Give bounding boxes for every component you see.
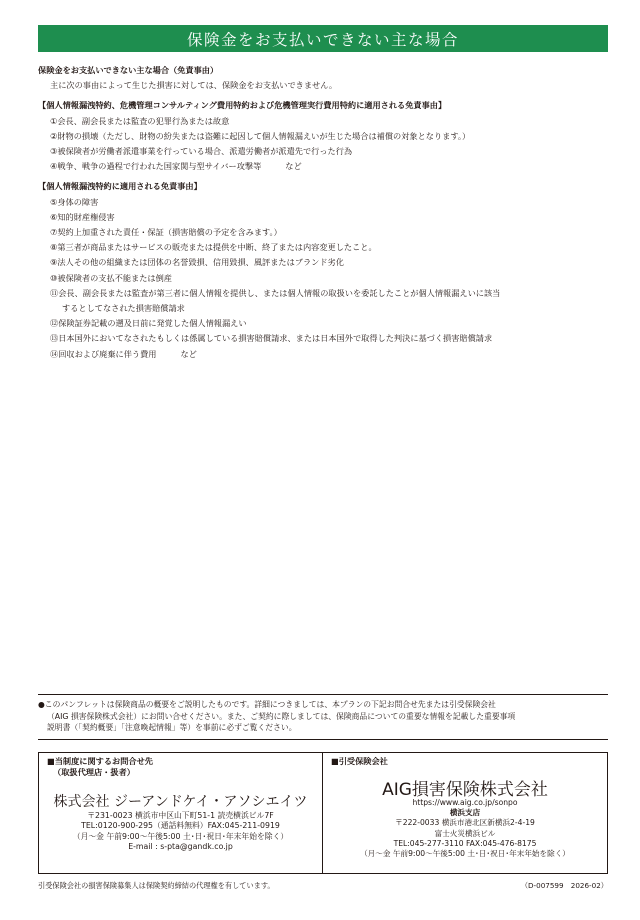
notice-line: 説明書（「契約概要」「注意喚起情報」等）を事前に必ずご覧ください。 bbox=[47, 723, 297, 732]
list-item: ⑦契約上加重された責任・保証（損害賠償の予定を含みます。） bbox=[50, 227, 282, 238]
agency-hours: （月〜金 午前9:00〜午後5:00 土･日･祝日･年末年始を除く） bbox=[72, 831, 289, 841]
insurer-heading: ■引受保険会社 bbox=[331, 756, 388, 766]
list-item-continuation: するとしてなされた損害賠償請求 bbox=[62, 303, 185, 314]
exclusions-section bbox=[38, 63, 610, 362]
list-item: ⑨法人その他の組織または団体の名誉毀損、信用毀損、風評またはブランド劣化 bbox=[50, 257, 344, 268]
list-item-text: ⑭回収および廃棄に伴う費用 bbox=[50, 348, 157, 359]
list-item: ①会長、副会長または監査の犯罪行為または故意 bbox=[50, 115, 230, 126]
agency-name: 株式会社 ジーアンドケイ・アソシエイツ bbox=[53, 794, 308, 810]
list-item bbox=[38, 159, 610, 174]
notice-divider-bottom bbox=[38, 739, 608, 740]
list-item-text: ④戦争、戦争の過程で行われた国家関与型サイバー攻撃等 bbox=[50, 161, 262, 172]
list-item: ③被保険者が労働者派遣事業を行っている場合、派遣労働者が派遣先で行った行為 bbox=[50, 146, 353, 157]
contact-box bbox=[38, 752, 608, 874]
insurer-contact bbox=[323, 753, 607, 873]
list-item: ⑥知的財産権侵害 bbox=[50, 211, 115, 222]
insurer-phone: TEL:045-277-3110 FAX:045-476-8175 bbox=[393, 838, 537, 848]
agency-contact bbox=[39, 753, 323, 873]
footer-note: 引受保険会社の損害保険募集人は保険契約締結の代理権を有しています。 bbox=[38, 881, 275, 890]
banner-title: 保険金をお支払いできない主な場合 bbox=[186, 30, 459, 49]
list-item bbox=[38, 347, 610, 362]
agency-email[interactable]: E-mail : s-pta@gandk.co.jp bbox=[128, 842, 233, 852]
notice-line: ●このパンフレットは保険商品の概要をご説明したものです。詳細につきましては、本プランの下記お問合せ先または引受保険会社 bbox=[38, 700, 496, 709]
insurer-details bbox=[323, 798, 607, 859]
insurer-branch: 横浜支店 bbox=[449, 808, 481, 818]
notice-text bbox=[38, 699, 610, 734]
insurer-url[interactable]: https://www.aig.co.jp/sonpo bbox=[412, 798, 518, 807]
insurer-building: 富士火災横浜ビル bbox=[434, 828, 496, 838]
notice-divider-top bbox=[38, 694, 608, 695]
list-item: ⑫保険証券記載の遡及日前に発覚した個人情報漏えい bbox=[50, 318, 247, 329]
insurer-hours: （月〜金 午前9:00〜午後5:00 土･日･祝日･年末年始を除く） bbox=[360, 849, 570, 859]
agency-subheading: （取扱代理店・扱者） bbox=[53, 767, 135, 777]
intro-text: 主に次の事由によって生じた損害に対しては、保険金をお支払いできません。 bbox=[50, 80, 338, 91]
list-item: ⑤身体の障害 bbox=[50, 196, 99, 207]
etc-label: など bbox=[180, 348, 197, 359]
etc-label: など bbox=[285, 161, 302, 172]
list-item: ⑩被保険者の支払不能または倒産 bbox=[50, 272, 172, 283]
notice-line: （AIG 損害保険株式会社）にお問い合せください。また、ご契約に際しましては、保険商品についての重要な情報を記載した重要事項 bbox=[47, 711, 516, 721]
list-item: ⑪会長、副会長または監査が第三者に個人情報を提供し、または個人情報の取扱いを委託したことが個人情報漏えいに該当 bbox=[50, 287, 501, 298]
list-item: ②財物の損壊（ただし、財物の紛失または盗難に起因して個人情報漏えいが生じた場合は補償の対象となります。） bbox=[50, 130, 471, 141]
agency-phone: TEL:0120-900-295（通話料無料）FAX:045-211-0919 bbox=[81, 821, 280, 831]
agency-heading: ■当制度に関するお問合せ先 bbox=[47, 756, 153, 766]
insurer-address: 〒222-0033 横浜市港北区新横浜2-4-19 bbox=[395, 818, 535, 828]
section-title: 保険金をお支払いできない主な場合（免責事由） bbox=[38, 65, 219, 75]
page-banner bbox=[38, 25, 608, 52]
list-item: ⑬日本国外においてなされたもしくは係属している損害賠償請求、または日本国外で取得した判決に基づく損害賠償請求 bbox=[50, 333, 493, 344]
group2-title: 【個人情報漏洩特約に適用される免責事由】 bbox=[38, 181, 202, 192]
insurer-name: AIG損害保険株式会社 bbox=[382, 780, 548, 800]
agency-address: 〒231-0023 横浜市中区山下町51-1 読売横浜ビル7F bbox=[87, 811, 274, 820]
document-code: （D-007599 2026-02） bbox=[520, 881, 608, 890]
agency-details bbox=[39, 811, 322, 853]
list-item: ⑧第三者が商品またはサービスの販売または提供を中断、終了または内容変更したこと。 bbox=[50, 242, 377, 253]
group1-title: 【個人情報漏洩特約、危機管理コンサルティング費用特約および危機管理実行費用特約に適用される免責事由】 bbox=[38, 100, 447, 111]
